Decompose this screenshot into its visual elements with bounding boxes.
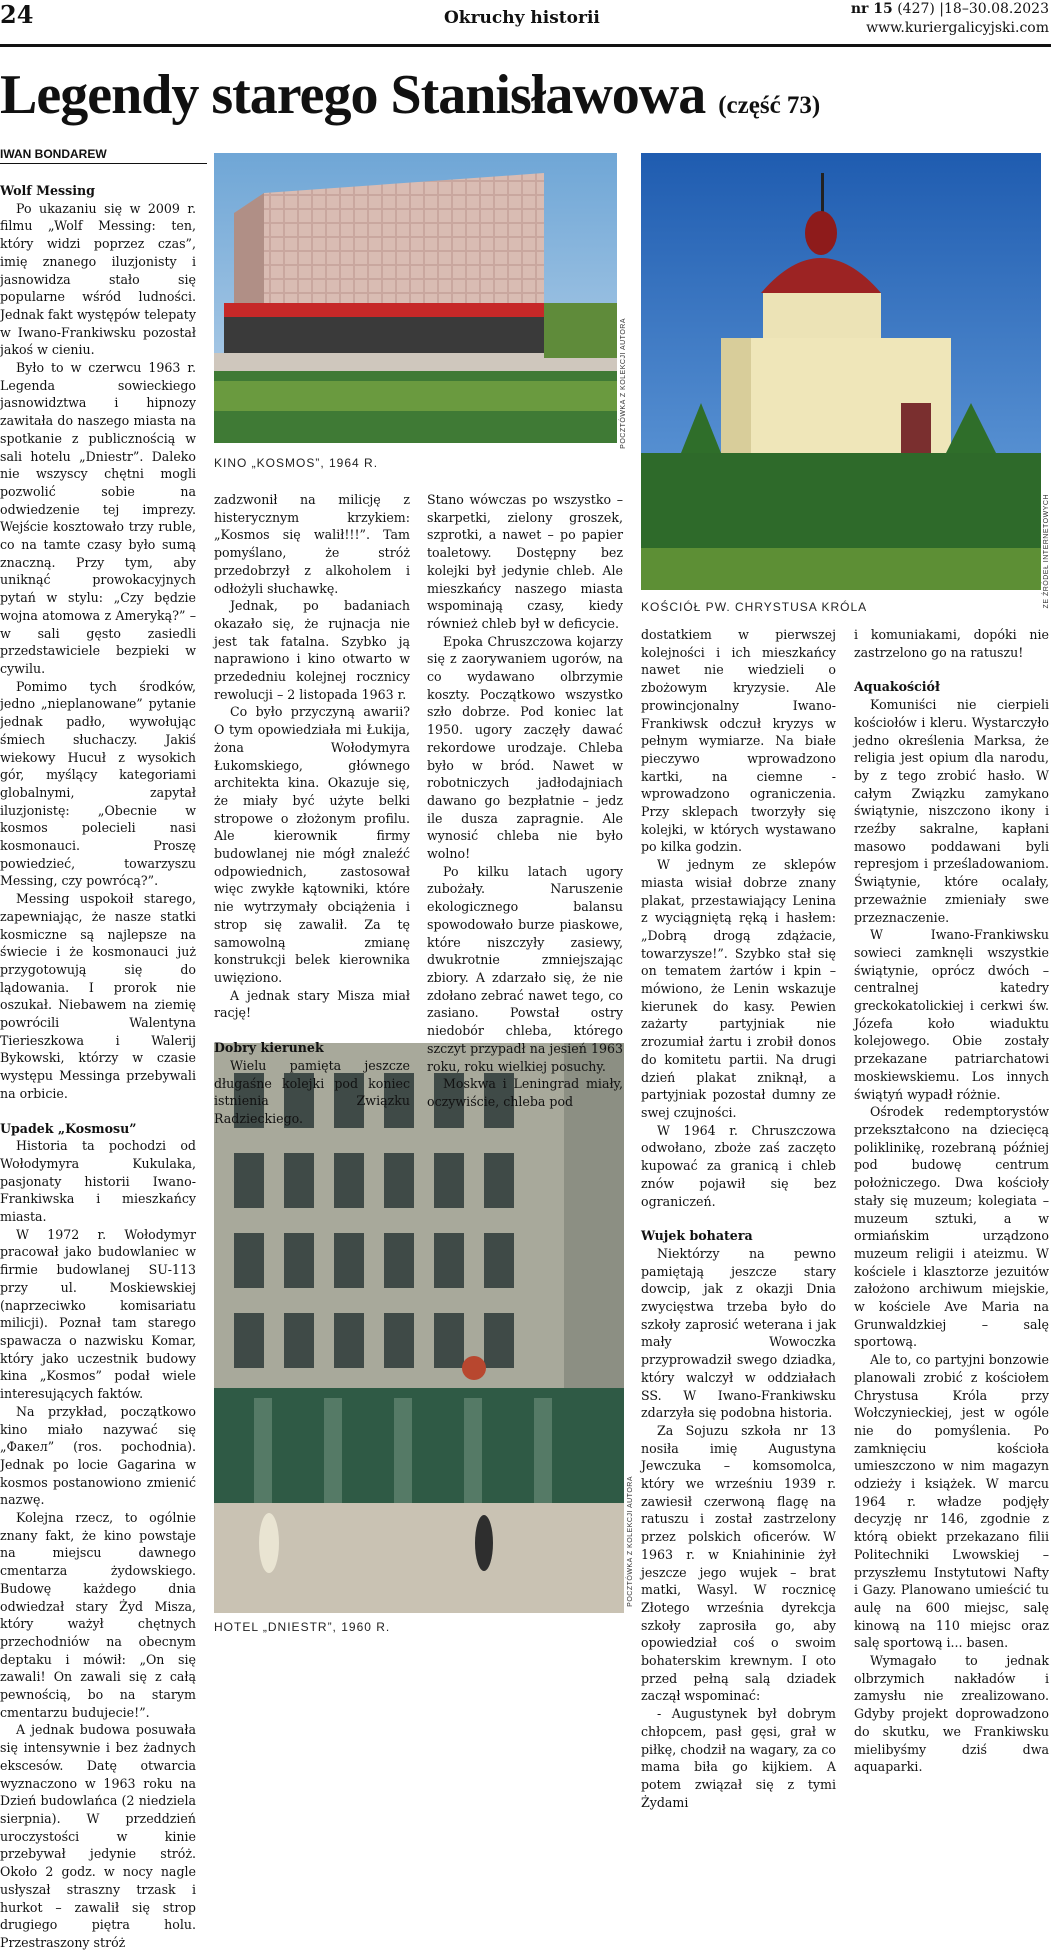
paragraph: W 1964 r. Chruszczowa odwołano, zboże zaś zaczęto kupować za granicą i chleb znów pojawił się bez ograniczeń.: [641, 1122, 836, 1209]
heading-dobry-kierunek: Dobry kierunek: [214, 1040, 324, 1056]
paragraph: i komuniakami, dopóki nie zastrzelono go na ratuszu!: [854, 627, 1049, 660]
heading-wolf-messing: Wolf Messing: [0, 183, 95, 198]
hotel-caption: HOTEL „DNIESTR”, 1960 R.: [214, 1620, 391, 1634]
paragraph: W jednym ze sklepów miasta wisiał dobrze znany plakat, przestawiający Lenina z wyciągniętą ręką i hasłem: „Dobrą drogą zdążacie, towarzysze!”. Szybko stał się on tematem żartów i kpin – mówiono, że Lenin wskazuje kierunek do kasy. Pewien zażarty partyjniak nie zrozumiał żartu i zrobił donos do komitetu partii. Na drugi dzień plakat zniknął, a partyjniak pozostał dumny ze swej czujności.: [641, 857, 836, 1120]
column-3: [427, 491, 623, 1111]
paragraph: Niektórzy na pewno pamiętają jeszcze stary dowcip, jak z okazji Dnia zwycięstwa trzeba było do szkoły zaprosić weterana i jak mały Wowoczka przyprowadził swego dziadka, który walczył w oddziałach SS. W Iwano-Frankiwsku zdarzyła się podobna historia.: [641, 1245, 836, 1421]
paragraph: Jednak, po badaniach okazało się, że rujnacja nie jest tak fatalna. Szybko ją naprawiono i kino otwarto w przededniu kolejnej rocznicy rewolucji – 2 listopada 1963 r.: [214, 598, 410, 702]
paragraph: W Iwano-Frankiwsku sowieci zamknęli wszystkie świątynie, oprócz dwóch – centralnej katedry greckokatolickiej i cerkwi św. Józefa koło wiaduktu kolejowego. Obie zostały przekazane patriarchatowi moskiewskiemu. Los innych świątyń wypadł różnie.: [854, 927, 1049, 1102]
church-credit: ZE ŹRÓDEŁ INTERNETOWYCH: [1043, 494, 1050, 609]
paragraph: - Augustynek był dobrym chłopcem, pasł gęsi, grał w piłkę, chodził na wagary, za co mama biła go kijkiem. A potem związał się z tymi Żydami: [641, 1706, 836, 1810]
author-byline: IWAN BONDAREW: [0, 147, 107, 161]
paragraph: Było to w czerwcu 1963 r. Legenda sowieckiego jasnowidztwa i hipnozy zawitała do naszego miasta na spotkanie z publicznością w sali hotelu „Dniestr”. Daleko nie wszyscy chętni mogli pozwolić sobie na odwiedzenie tej imprezy. Wejście kosztowało trzy ruble, co na tamte czasy było sumą znaczną. Przy tym, aby uniknąć prowokacyjnych pytań w stylu: „Czy będzie wojna atomowa z Ameryką?” – w sali gęsto zasiedli przedstawiciele bezpieki w cywilu.: [0, 360, 196, 676]
article-title-part: (część 73): [718, 92, 821, 119]
issue-number: nr 15: [850, 1, 893, 17]
paragraph: Ośrodek redemptorystów przekształcono na dziecięcą poliklinikę, rozebraną później pod budowę centrum położniczego. Dwa kościoły stały się muzeum; kolegiata – muzeum sztuki, a w ormiańskim urządzono muzeum religii i ateizmu. W kościele i klasztorze jezuitów założono archiwum miejskie, w kościele Ave Maria na Grunwaldzkiej – salę sportową.: [854, 1104, 1049, 1350]
paragraph: A jednak budowa posuwała się intensywnie i bez żadnych ekscesów. Datę otwarcia wyznaczono w 1963 roku na Dzień budowlańca (2 niedziela sierpnia). W przeddzień uroczystości w kinie przebywał jedynie stróż. Około 2 godz. w nocy nagle usłyszał straszny trzask i hurkot – zawalił się strop drugiego piętra holu. Przestraszony stróż: [0, 1722, 196, 1950]
page-number: 24: [0, 0, 34, 29]
paragraph: Po ukazaniu się w 2009 r. filmu „Wolf Messing: ten, który widzi poprzez czas”, imię znanego iluzjonisty i jasnowidza stało się popularne wśród ludności. Jednak fakt występów telepaty w Iwano-Frankiwsku pozostał jakoś w cieniu.: [0, 200, 196, 358]
article-title: [0, 60, 820, 141]
kosmos-caption: KINO „KOSMOS”, 1964 R.: [214, 456, 379, 470]
church-caption: KOŚCIÓŁ PW. CHRYSTUSA KRÓLA: [641, 600, 868, 614]
article-title-main: Legendy starego Stanisławowa: [0, 64, 706, 126]
byline-rule: [0, 163, 207, 164]
header-rule: [0, 44, 1051, 47]
paragraph: Epoka Chruszczowa kojarzy się z zaorywaniem ugorów, na co wydawano olbrzymie koszty. Początkowo wszystko szło dobrze. Pod koniec lat 1950. ugory zaczęły dawać rekordowe urodzaje. Chleba było w bród. Nawet w robotniczych jadłodajniach dawano go bezpłatnie – jedz ile dusza zapragnie. Ale wynosić chleba nie było wolno!: [427, 633, 623, 862]
paragraph: Moskwa i Leningrad miały, oczywiście, chleba pod: [427, 1076, 623, 1109]
kosmos-illustration: [214, 153, 617, 443]
paragraph: Komuniści nie cierpieli kościołów i kleru. Wystarczyło jedno określenia Marksa, że religia jest opium dla narodu, by z tego zrobić hasło. W całym Związku zamykano świątynie, niszczono ikony i rzeźby sakralne, kapłani masowo poddawani byli represjom i prześladowaniom. Świątynie, które ocalały, przeważnie zmieniały swe przeznaczenie.: [854, 697, 1049, 925]
paragraph: A jednak stary Misza miał rację!: [214, 987, 410, 1021]
paragraph: Historia ta pochodzi od Wołodymyra Kukulaka, pasjonaty historii Iwano-Frankiwska i mieszkańcy miasta.: [0, 1138, 196, 1225]
column-5: [854, 626, 1049, 1776]
paragraph: Wielu pamięta jeszcze długaśne kolejki pod koniec istnienia Związku Radzieckiego.: [214, 1057, 410, 1126]
site-url[interactable]: www.kuriergalicyjski.com: [866, 20, 1049, 36]
kosmos-photo: [214, 153, 617, 443]
paragraph: Messing uspokoił starego, zapewniając, że nasze statki kosmiczne są najlepsze na świecie i że kosmonauci już przygotowują się do lądowania. I prorok nie oszukał. Niebawem na ziemię powrócili Walentyna Tierieszkowa i Walerij Bykowski, którzy w czasie występu Messinga przebywali na orbicie.: [0, 891, 196, 1101]
heading-aquakosciol: Aquakościół: [854, 679, 940, 695]
church-illustration: [641, 153, 1041, 590]
paragraph: Wymagało to jednak olbrzymich nakładów i zamysłu nie zrealizowano. Gdyby projekt doprowadzono do skutku, we Frankiwsku mielibyśmy dziś dwa aquaparki.: [854, 1653, 1049, 1775]
paragraph: Co było przyczyną awarii? O tym opowiedziała mi Łukija, żona Wołodymyra Łukomskiego, głównego architekta kina. Okazuje się, że miały być użyte belki stropowe o złożonym profilu. Ale kierownik firmy budowlanej nie mógł znaleźć odpowiednich, zastosował więc zwykłe kątowniki, które nie wytrzymały obciążenia i strop się zawalił. Za tę samowolną zmianę konstrukcji belek kierownika uwięziono.: [214, 704, 410, 985]
column-1: [0, 182, 196, 1952]
paragraph: dostatkiem w pierwszej kolejności i ich mieszkańcy nawet nie wiedzieli o zbożowym kryzysie. Ale prowincjonalny Iwano-Frankiwsk odczuł kryzys w pełnym wymiarze. Na białe pieczywo wprowadzono kartki, na ciemne - wprowadzono ograniczenia. Przy sklepach tworzyły się kolejki, w których wystawano po kilka godzin.: [641, 627, 836, 855]
paragraph: W 1972 r. Wołodymyr pracował jako budowlaniec w firmie budowlanej SU-113 przy ul. Moskiewskiej (naprzeciwko komisariatu milicji). Poznał tam starego spawacza o nazwisku Komar, który jako uczestnik budowy kina „Kosmos” podał wiele interesujących faktów.: [0, 1226, 196, 1402]
paragraph: Kolejna rzecz, to ogólnie znany fakt, że kino powstaje na miejscu dawnego cmentarza żydowskiego. Budowę każdego dnia odwiedzał stary Żyd Misza, który ważył chętnych przechodniów na obecnym deptaku i mówił: „On się zawali! On zawali się z całą pewnością, bo na starym cmentarzu budujecie!”.: [0, 1510, 196, 1720]
paragraph: Pomimo tych środków, jedno „nieplanowane” pytanie jednak padło, wywołując śmiech słuchaczy. Jakiś wiekowy Hucuł z wysokich gór, myślący kategoriami globalnymi, zapytał iluzjonistę: „Obecnie w kosmos polecieli nasi kosmonauci. Proszę powiedzieć, towarzyszu Messing, czy powrócą?”.: [0, 678, 196, 889]
hotel-credit: POCZTÓWKA Z KOLEKCJI AUTORA: [627, 1476, 634, 1607]
paragraph: Na przykład, początkowo kino miało nazywać się „Факел” (ros. pochodnia). Jednak po locie Gagarina w kosmos postanowiono zmienić nazwę.: [0, 1403, 196, 1508]
hotel-illustration: [214, 1043, 624, 1613]
heading-wujek-bohatera: Wujek bohatera: [641, 1228, 753, 1244]
paragraph: Za Sojuzu szkoła nr 13 nosiła imię Augustyna Jewczuka – komsomolca, który we wrześniu 1939 r. zawiesił czerwoną flagę na ratuszu i został zastrzelony przez polskich oficerów. W 1963 r. w Kniahininie żył jeszcze jego wujek – brat matki, Wasyl. W rocznicę Złotego września dyrekcja szkoły zaprosiła go, aby opowiedział coś o swoim bohaterskim krewnym. I oto przed pełną salą dziadek zaczął wspominać:: [641, 1422, 836, 1704]
paragraph: Po kilku latach ugory zubożały. Naruszenie ekologicznego balansu spowodowało burze piaskowe, które niszczyły zasiewy, dwukrotnie zmniejszając zbiory. A zdarzało się, że nie zdołano zebrać nawet tego, co zasiano. Powstał ostry niedobór chleba, którego szczyt przypadł na jesień 1963 roku, roku wielkiej posuchy.: [427, 863, 623, 1074]
church-photo: [641, 153, 1041, 590]
issue-info: [851, 0, 1049, 38]
section-title: Okruchy historii: [444, 8, 600, 28]
paragraph: Stano wówczas po wszystko – skarpetki, zielony groszek, szprotki, a nawet – po papier toaletowy. Dostępny bez kolejki był jedynie chleb. Ale mieszkańcy naszego miasta wspominają czasy, kiedy również chleb był w deficycie.: [427, 492, 623, 631]
column-4: [641, 626, 836, 1811]
column-2: [214, 491, 410, 1128]
heading-upadek-kosmosu: Upadek „Kosmosu”: [0, 1120, 137, 1136]
kosmos-credit: POCZTÓWKA Z KOLEKCJI AUTORA: [620, 318, 627, 449]
issue-dates: (427) |18–30.08.2023: [892, 1, 1049, 17]
hotel-photo: [214, 1043, 624, 1613]
paragraph: zadzwonił na milicję z histerycznym krzykiem: „Kosmos się walił!!!”. Tam pomyślano, że stróż przedobrzył z alkoholem i odłożyli słuchawkę.: [214, 492, 410, 596]
paragraph: Ale to, co partyjni bonzowie planowali zrobić z kościołem Chrystusa Króla przy Wołczynieckiej, jest w ogóle nie do pomyślenia. Po zamknięciu kościoła umieszczono w nim magazyn odzieży i książek. W marcu 1964 r. władze podjęły decyzję nr 146, zgodnie z którą obiekt przekazano filii Politechniki Lwowskiej – przyszłemu Instytutowi Nafty i Gazy. Planowano umieścić tu aulę na 600 miejsc, salę kinową na 110 miejsc oraz salę sportową i... basen.: [854, 1352, 1049, 1651]
